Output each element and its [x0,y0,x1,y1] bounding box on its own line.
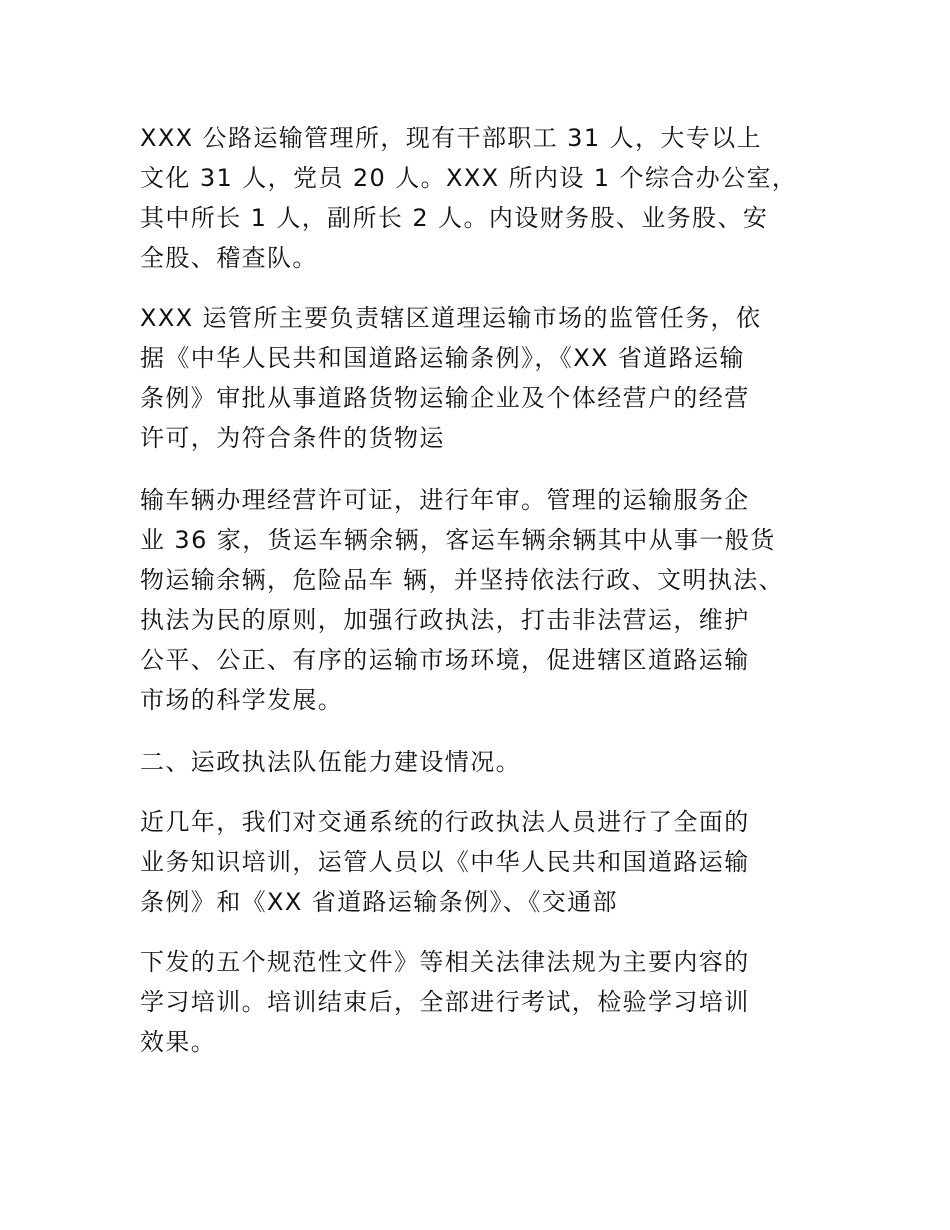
text-line: 业 36 家，货运车辆余辆，客运车辆余辆其中从事一般货 [140,526,776,554]
text-line: XXX 运管所主要负责辖区道理运输市场的监管任务，依 [140,304,762,332]
paragraph-responsibilities [140,298,820,458]
paragraph-training-results [140,942,820,1062]
heading-line: 二、运政执法队伍能力建设情况。 [140,748,521,776]
text-line: 物运输余辆，危险品车 辆，并坚持依法行政、文明执法、 [140,566,785,594]
text-line: 全股、稽查队。 [140,244,318,272]
paragraph-licensing [140,480,820,720]
text-line: XXX 公路运输管理所，现有干部职工 31 人，大专以上 [140,124,762,152]
paragraph-staffing [140,118,820,278]
text-line: 效果。 [140,1028,217,1056]
paragraph-training [140,802,820,922]
text-line: 输车辆办理经营许可证，进行年审。管理的运输服务企 [140,486,750,514]
text-line: 文化 31 人，党员 20 人。XXX 所内设 1 个综合办公室， [140,164,798,192]
text-line: 近几年，我们对交通系统的行政执法人员进行了全面的 [140,808,750,836]
text-line: 下发的五个规范性文件》等相关法律法规为主要内容的 [140,948,750,976]
text-line: 许可，为符合条件的货物运 [140,424,445,452]
text-line: 其中所长 1 人，副所长 2 人。内设财务股、业务股、安 [140,204,769,232]
section-heading [140,742,820,782]
text-line: 条例》审批从事道路货物运输企业及个体经营户的经营 [140,384,750,412]
text-line: 业务知识培训，运管人员以《中华人民共和国道路运输 [140,848,750,876]
text-line: 市场的科学发展。 [140,686,344,714]
text-line: 据《中华人民共和国道路运输条例》，《XX 省道路运输 [140,344,745,372]
text-line: 公平、公正、有序的运输市场环境，促进辖区道路运输 [140,646,750,674]
text-line: 执法为民的原则，加强行政执法，打击非法营运，维护 [140,606,750,634]
text-line: 学习培训。培训结束后，全部进行考试，检验学习培训 [140,988,750,1016]
text-line: 条例》和《XX 省道路运输条例》、《交通部 [140,888,618,916]
